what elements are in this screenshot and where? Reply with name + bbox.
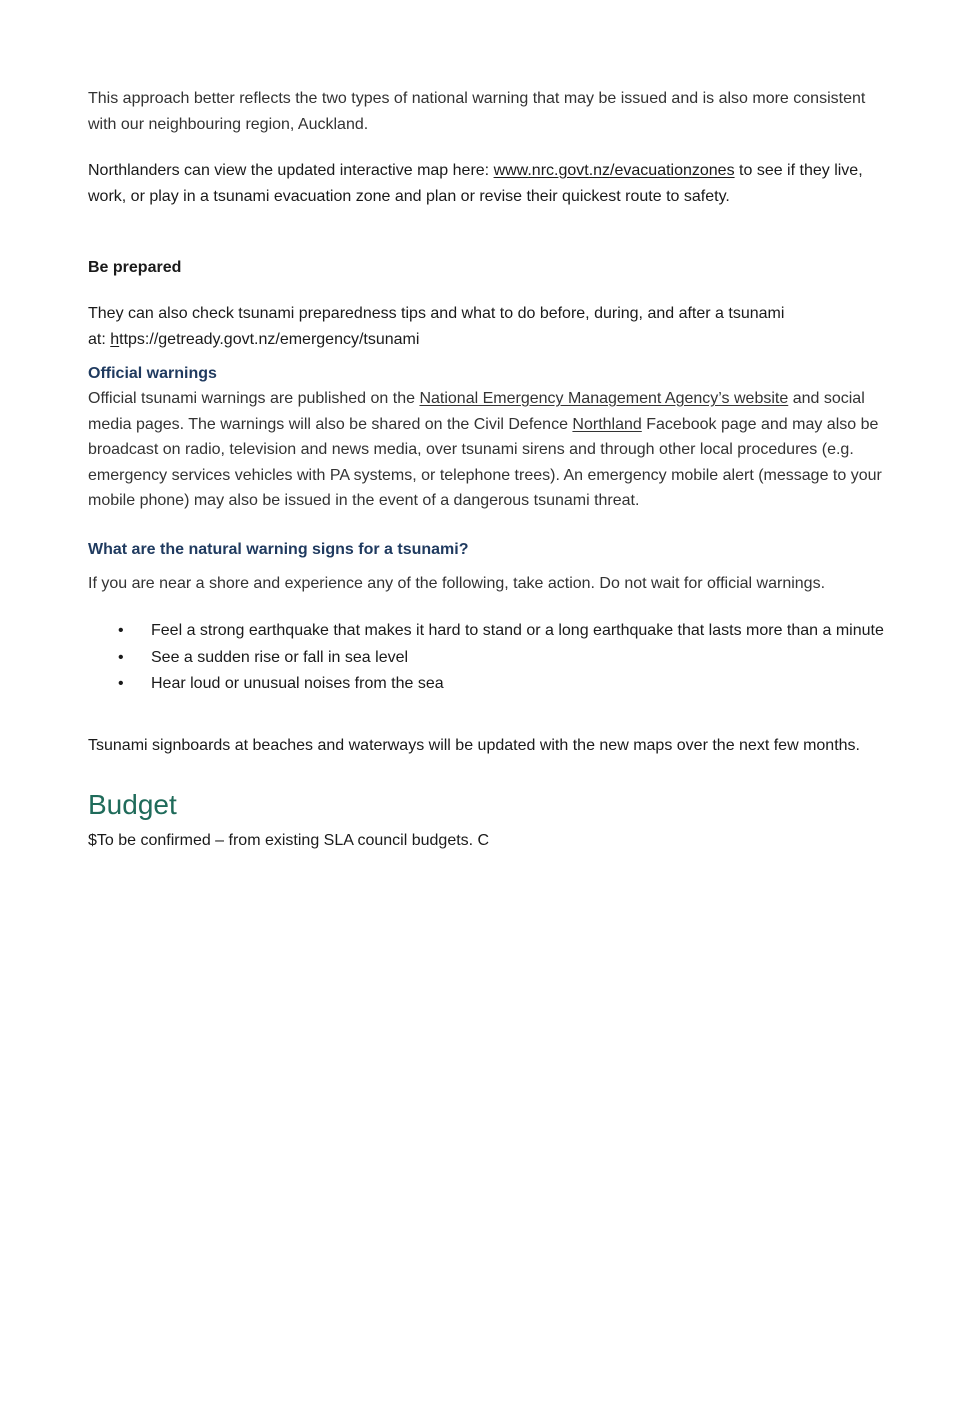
- preparedness-prefix: at:: [88, 330, 111, 348]
- be-prepared-heading: Be prepared: [88, 259, 182, 276]
- official-warnings-heading: Official warnings: [88, 365, 217, 382]
- document-page: [88, 86, 888, 854]
- paragraph-take-action: If you are near a shore and experience any of the following, take action. Do not wait for official warnings.: [88, 574, 826, 592]
- getready-url-rest: ttps://getready.govt.nz/emergency/tsunami: [119, 330, 420, 348]
- list-item: [118, 671, 888, 697]
- bullet-icon: •: [118, 648, 124, 666]
- paragraph-preparedness: [88, 301, 888, 352]
- paragraph-map: [88, 158, 888, 209]
- natural-signs-heading: What are the natural warning signs for a tsunami?: [88, 540, 469, 558]
- paragraph-official-warnings: [88, 386, 888, 514]
- evacuation-zones-link[interactable]: www.nrc.govt.nz/evacuationzones: [493, 162, 735, 179]
- list-item-text: See a sudden rise or fall in sea level: [151, 648, 409, 666]
- preparedness-line1: They can also check tsunami preparedness tips and what to do before, during, and after a tsunami: [88, 305, 785, 322]
- map-text-before: Northlanders can view the updated interactive map here:: [88, 162, 494, 179]
- paragraph-approach: This approach better reflects the two types of national warning that may be issued and is also more consistent with our neighbouring region, Auckland.: [88, 90, 866, 133]
- list-item-text: Hear loud or unusual noises from the sea: [151, 675, 444, 692]
- list-item: [118, 618, 888, 644]
- bullet-icon: •: [118, 675, 124, 692]
- warnings-text-after: Facebook page and may also be broadcast on radio, television and news media, over tsunami sirens and through other local procedures (e.g. emergency services vehicles with PA systems, or telephone trees). An emergency mobile alert (message to your mobile phone) may also be issued in the event of a dangerous tsunami threat.: [88, 415, 882, 509]
- warnings-text-before: Official tsunami warnings are published on the: [88, 390, 420, 407]
- bullet-icon: •: [118, 622, 124, 639]
- budget-heading: Budget: [88, 789, 177, 820]
- paragraph-signboards: Tsunami signboards at beaches and waterways will be updated with the new maps over the next few months.: [88, 736, 860, 754]
- northland-facebook-link[interactable]: Northland: [572, 415, 642, 433]
- list-item-text: Feel a strong earthquake that makes it hard to stand or a long earthquake that lasts more than a minute: [151, 622, 884, 639]
- nema-website-link[interactable]: National Emergency Management Agency’s website: [419, 390, 789, 407]
- getready-url-first-letter[interactable]: h: [110, 330, 120, 348]
- warnings-text-middle: and social media pages. The warnings will also be shared on the Civil Defence: [88, 390, 865, 433]
- list-item: [118, 645, 888, 671]
- warning-signs-list: [88, 618, 888, 697]
- budget-text: $To be confirmed – from existing SLA council budgets. C: [88, 832, 490, 849]
- map-text-after: to see if they live, work, or play in a tsunami evacuation zone and plan or revise their quickest route to safety.: [88, 162, 863, 205]
